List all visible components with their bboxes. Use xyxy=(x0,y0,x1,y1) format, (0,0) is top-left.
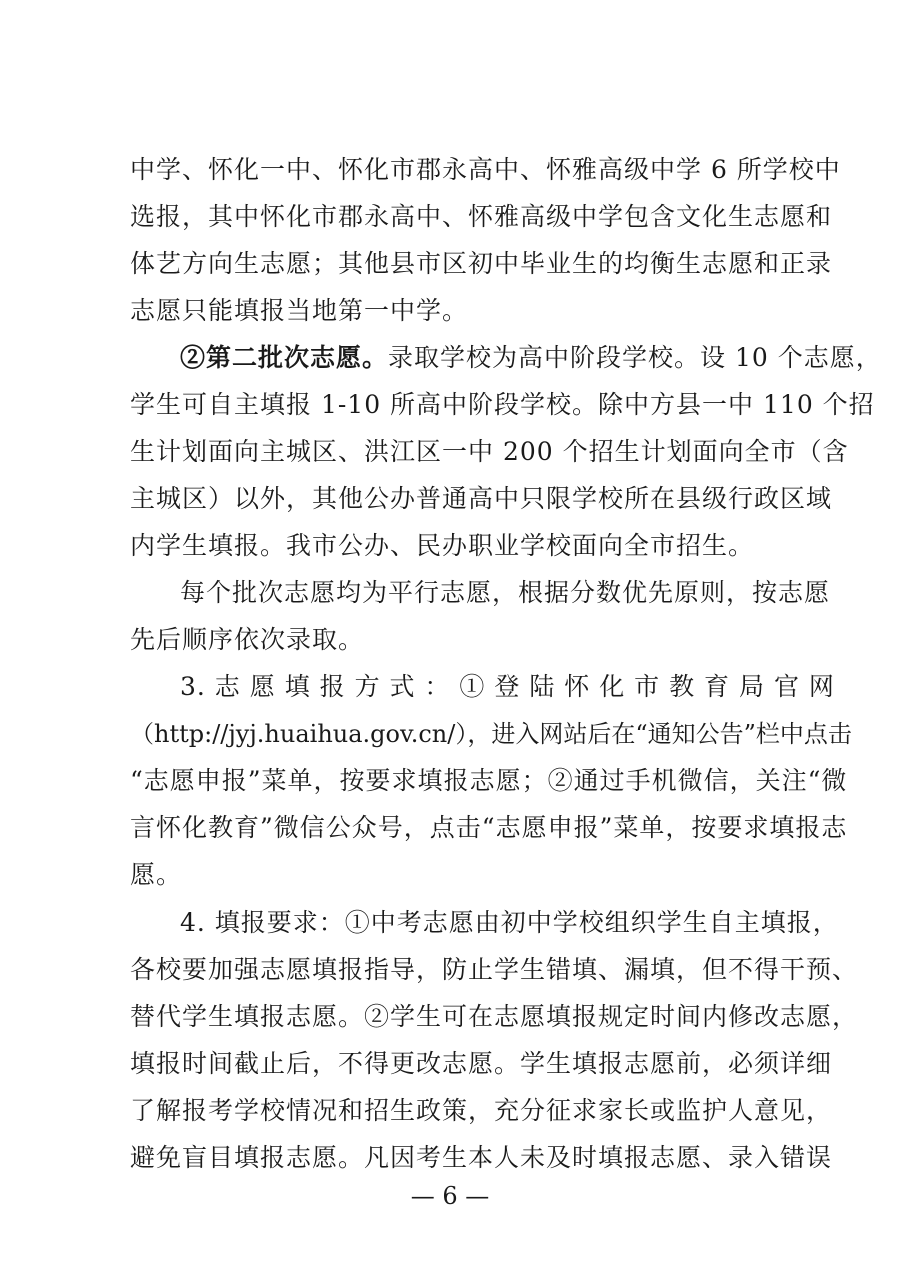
text-line: 替代学生填报志愿。②学生可在志愿填报规定时间内修改志愿， xyxy=(130,1002,859,1031)
text-line: 内学生填报。我市公办、民办职业学校面向全市招生。 xyxy=(130,531,755,560)
text-line: 学生可自主填报 1-10 所高中阶段学校。除中方县一中 110 个招 xyxy=(130,390,875,419)
text-line: 志愿只能填报当地第一中学。 xyxy=(130,296,469,325)
text-line: “志愿申报”菜单，按要求填报志愿；②通过手机微信，关注“微 xyxy=(130,766,848,795)
text-line: 3. 志 愿 填 报 方 式 ： ① 登 陆 怀 化 市 教 育 局 官 网 xyxy=(180,672,835,701)
text-line: 4. 填报要求：①中考志愿由初中学校组织学生自主填报， xyxy=(180,908,839,937)
text-line: （http://jyj.huaihua.gov.cn/），进入网站后在“通知公告”栏中点击 xyxy=(130,720,852,748)
text-line: 生计划面向主城区、洪江区一中 200 个招生计划面向全市（含 xyxy=(130,437,849,466)
text-line xyxy=(180,338,882,378)
text-line: 填报时间截止后，不得更改志愿。学生填报志愿前，必须详细 xyxy=(130,1049,833,1078)
text-line: 各校要加强志愿填报指导，防止学生错填、漏填，但不得干预、 xyxy=(130,955,859,984)
second-batch-first-line: 录取学校为高中阶段学校。设 10 个志愿， xyxy=(388,343,882,372)
page-number: — 6 — xyxy=(410,1182,490,1210)
text-line: 体艺方向生志愿；其他县市区初中毕业生的均衡生志愿和正录 xyxy=(130,249,833,278)
text-line: 每个批次志愿均为平行志愿，根据分数优先原则，按志愿 xyxy=(180,578,831,607)
text-line: 主城区）以外，其他公办普通高中只限学校所在县级行政区域 xyxy=(130,484,833,513)
text-line: 言怀化教育”微信公众号，点击“志愿申报”菜单，按要求填报志 xyxy=(130,813,848,842)
text-line: 避免盲目填报志愿。凡因考生本人未及时填报志愿、录入错误 xyxy=(130,1143,833,1172)
text-line: 选报，其中怀化市郡永高中、怀雅高级中学包含文化生志愿和 xyxy=(130,202,833,231)
second-batch-heading: ②第二批次志愿。 xyxy=(180,343,389,372)
text-line: 愿。 xyxy=(130,860,183,889)
text-line: 了解报考学校情况和招生政策，充分征求家长或监护人意见， xyxy=(130,1096,833,1125)
text-line: 先后顺序依次录取。 xyxy=(130,625,365,654)
text-line: 中学、怀化一中、怀化市郡永高中、怀雅高级中学 6 所学校中 xyxy=(130,155,841,184)
